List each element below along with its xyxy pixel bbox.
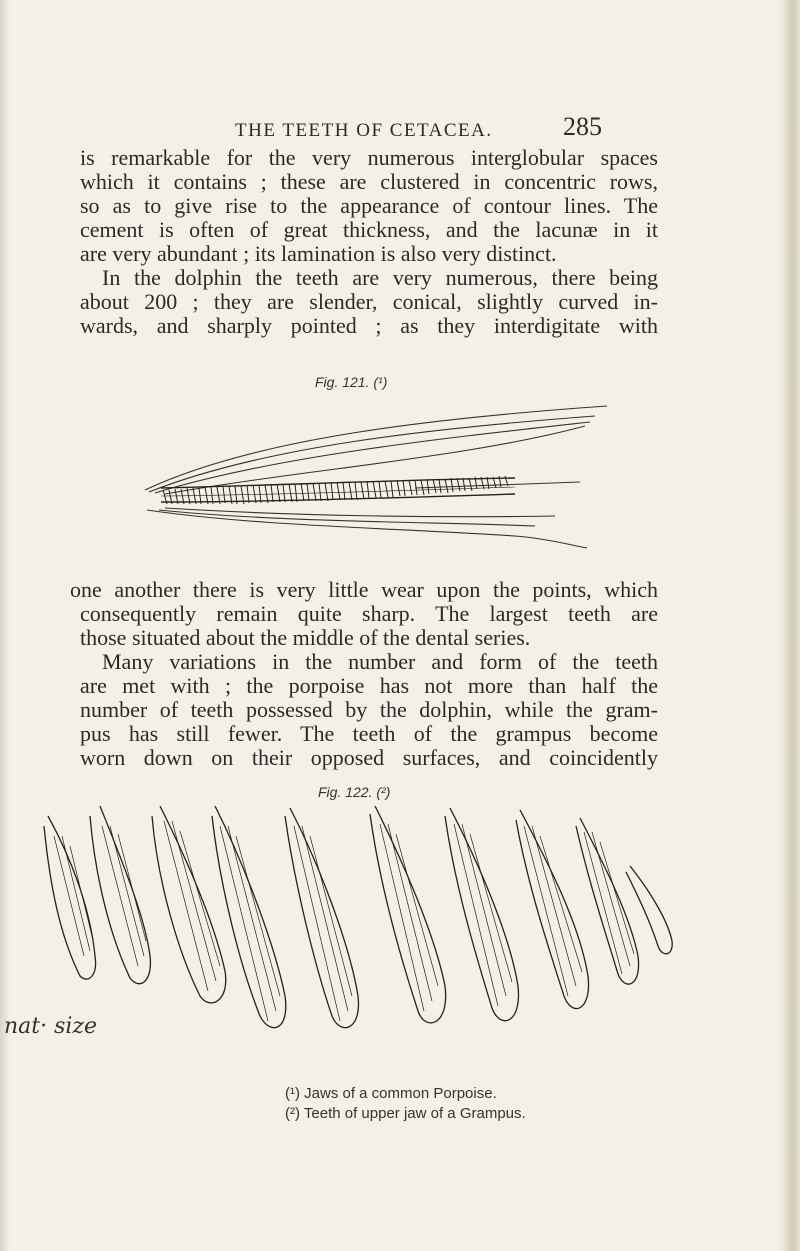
text-line: cement is often of great thickness, and the lacunæ in it	[80, 217, 658, 242]
text-line: pus has still fewer. The teeth of the grampus become	[80, 721, 658, 746]
figure-122-grampus-teeth	[40, 806, 700, 1036]
page-gutter-shadow	[0, 0, 10, 1251]
text-line: worn down on their opposed surfaces, and coincidently	[80, 745, 658, 770]
text-line: is remarkable for the very numerous interglobular spaces	[80, 145, 658, 170]
text-line: consequently remain quite sharp. The largest teeth are	[80, 601, 658, 626]
tooth	[370, 806, 446, 1023]
tooth	[576, 818, 639, 984]
text-line: Many variations in the number and form of the teeth	[102, 649, 658, 674]
tooth	[626, 866, 672, 954]
tooth	[90, 806, 150, 984]
text-line: number of teeth possessed by the dolphin, while the gram-	[80, 697, 658, 722]
tooth	[516, 810, 589, 1009]
tooth	[285, 808, 358, 1028]
text-line: about 200 ; they are slender, conical, slightly curved in-	[80, 289, 658, 314]
figure-122-caption: Fig. 122. (²)	[318, 784, 391, 800]
running-head	[0, 110, 800, 150]
paragraph-2	[80, 266, 658, 338]
tooth-row	[161, 476, 515, 504]
text-line: those situated about the middle of the dental series.	[80, 625, 531, 650]
footnotes	[285, 1084, 526, 1124]
text-line: so as to give rise to the appearance of contour lines. The	[80, 193, 658, 218]
text-line: In the dolphin the teeth are very numerous, there being	[102, 265, 658, 290]
text-line: are very abundant ; its lamination is also very distinct.	[80, 241, 557, 266]
page-number: 285	[563, 112, 602, 141]
text-line: are met with ; the porpoise has not more than half the	[80, 673, 658, 698]
footnote: (²) Teeth of upper jaw of a Grampus.	[285, 1105, 526, 1122]
page-edge-shadow	[778, 0, 800, 1251]
paragraph-3	[70, 577, 658, 650]
running-head-title: THE TEETH OF CETACEA.	[235, 120, 493, 141]
footnote: (¹) Jaws of a common Porpoise.	[285, 1085, 497, 1102]
paragraph-1	[80, 146, 658, 266]
figure-121-porpoise-jaw	[135, 398, 615, 558]
figure-121-caption: Fig. 121. (¹)	[315, 374, 388, 390]
tooth	[445, 808, 518, 1021]
upper-jaw-line	[155, 422, 590, 493]
text-line: one another there is very little wear upon the points, which	[70, 577, 658, 602]
tooth	[44, 816, 96, 979]
scale-label: nat· size	[4, 1014, 98, 1039]
upper-jaw-line	[149, 416, 595, 492]
text-line: wards, and sharply pointed ; as they interdigitate with	[80, 313, 658, 338]
text-line: which it contains ; these are clustered in concentric rows,	[80, 169, 658, 194]
paragraph-4	[80, 650, 658, 770]
